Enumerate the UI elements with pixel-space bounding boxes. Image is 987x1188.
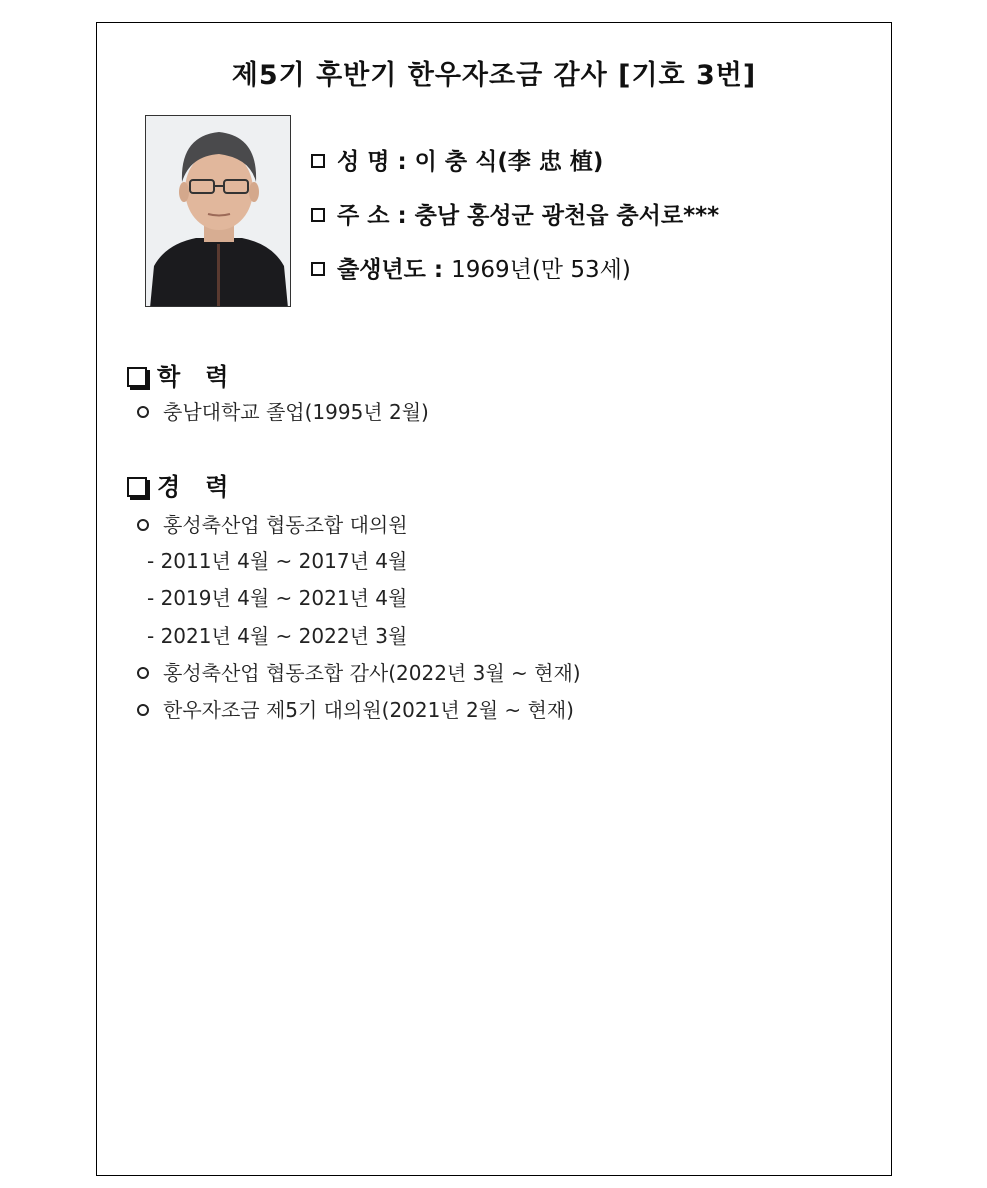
career-heading-label: 경 력 — [157, 473, 229, 501]
candidate-photo — [145, 115, 291, 307]
name-value: 이 충 식(李 忠 植) — [414, 149, 604, 175]
education-item-text: 충남대학교 졸업(1995년 2월) — [163, 400, 429, 424]
circle-bullet-icon — [137, 704, 149, 716]
circle-bullet-icon — [137, 406, 149, 418]
square-bullet-icon — [127, 477, 147, 497]
checkbox-square-icon — [311, 154, 325, 168]
birth-row — [311, 251, 631, 284]
document-page — [96, 22, 892, 1176]
address-value: 충남 홍성군 광천읍 충서로*** — [414, 203, 720, 229]
square-bullet-icon — [127, 367, 147, 387]
birth-value: 1969년(만 53세) — [451, 257, 631, 283]
circle-bullet-icon — [137, 667, 149, 679]
checkbox-square-icon — [311, 208, 325, 222]
career-item-text: 홍성축산업 협동조합 감사(2022년 3월 ~ 현재) — [163, 661, 581, 685]
circle-bullet-icon — [137, 519, 149, 531]
career-item — [137, 694, 574, 723]
career-item-text: 한우자조금 제5기 대의원(2021년 2월 ~ 현재) — [163, 698, 574, 722]
birth-label: 출생년도 : — [337, 257, 444, 283]
address-row — [311, 197, 719, 230]
career-period: - 2011년 4월 ~ 2017년 4월 — [147, 549, 408, 573]
name-label: 성 명 : — [337, 149, 407, 175]
career-item — [137, 509, 408, 538]
education-heading-label: 학 력 — [157, 363, 229, 391]
career-period: - 2021년 4월 ~ 2022년 3월 — [147, 624, 408, 648]
name-row — [311, 143, 603, 176]
career-period: - 2019년 4월 ~ 2021년 4월 — [147, 586, 408, 610]
career-item-text: 홍성축산업 협동조합 대의원 — [163, 513, 408, 537]
career-heading — [127, 467, 228, 502]
career-item — [137, 657, 581, 686]
checkbox-square-icon — [311, 262, 325, 276]
document-title: 제5기 후반기 한우자조금 감사 [기호 3번] — [231, 60, 757, 91]
address-label: 주 소 : — [337, 203, 407, 229]
education-item — [137, 396, 429, 425]
education-heading — [127, 357, 228, 392]
